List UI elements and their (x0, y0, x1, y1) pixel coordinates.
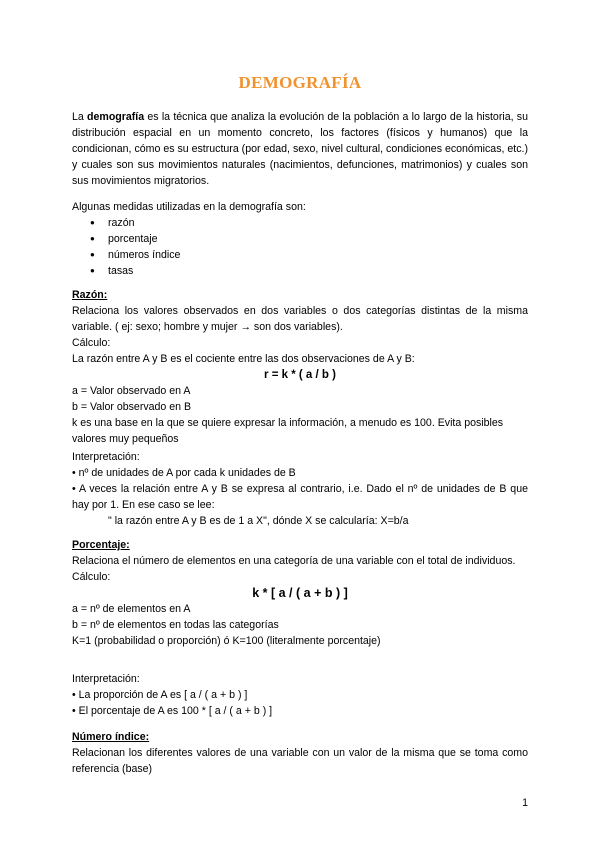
razon-formula: r = k * ( a / b ) (264, 369, 336, 381)
porcentaje-interp-2: • El porcentaje de A es 100 * [ a / ( a + b ) ] (72, 705, 273, 717)
list-item: ● porcentaje (72, 231, 528, 247)
porcentaje-interpretation (72, 671, 528, 719)
list-item: ● números índice (72, 247, 528, 263)
razon-def-k: k es una base en la que se quiere expresar la información, a menudo es 100. Evita posibles valores muy pequeños (72, 417, 504, 445)
measures-section (72, 199, 528, 279)
intro-rest: es la técnica que analiza la evolución de la población a lo largo de la historia, su distribución espacial en un momento concreto, los factores (físicos y humanos) que la condicionan, cómo es su estructura (por edad, sexo, nivel cultural, condiciones económicas, etc.) y cuales son sus movimientos naturales (nacimientos, defunciones, matrimonios) y cuales son sus movimientos migratorios. (72, 111, 528, 187)
razon-interp-1: • nº de unidades de A por cada k unidades de B (72, 467, 296, 479)
razon-section (72, 287, 528, 447)
porcentaje-def-k: K=1 (probabilidad o proporción) ó K=100 (literalmente porcentaje) (72, 635, 381, 647)
razon-heading: Razón: (72, 289, 108, 301)
porcentaje-interp-label: Interpretación: (72, 673, 140, 685)
intro-paragraph (72, 109, 528, 189)
indice-section (72, 729, 528, 777)
porcentaje-interp-1: • La proporción de A es [ a / ( a + b ) ] (72, 689, 248, 701)
razon-calc-label: Cálculo: (72, 337, 111, 349)
indice-heading: Número índice: (72, 731, 150, 743)
measures-intro: Algunas medidas utilizadas en la demografía son: (72, 201, 306, 213)
razon-interp-label: Interpretación: (72, 451, 140, 463)
porcentaje-calc-label: Cálculo: (72, 571, 111, 583)
measures-list (72, 215, 528, 279)
page-title: DEMOGRAFÍA (238, 73, 362, 92)
razon-description: Relaciona los valores observados en dos variables o dos categorías distintas de la misma variable. ( ej: sexo; hombre y mujer → son dos variables). (72, 305, 528, 333)
razon-interpretation (72, 449, 528, 529)
list-item: ● tasas (72, 263, 528, 279)
razon-def-b: b = Valor observado en B (72, 401, 192, 413)
indice-description: Relacionan los diferentes valores de una variable con un valor de la misma que se toma como referencia (base) (72, 747, 528, 775)
page-number: 1 (522, 797, 528, 809)
porcentaje-formula: k * [ a / ( a + b ) ] (252, 586, 348, 600)
porcentaje-def-a: a = nº de elementos en A (72, 603, 191, 615)
porcentaje-section (72, 537, 528, 649)
razon-interp-3: " la razón entre A y B es de 1 a X", dónde X se calcularía: X=b/a (108, 515, 409, 527)
razon-def-a: a = Valor observado en A (72, 385, 191, 397)
razon-calc-text: La razón entre A y B es el cociente entre las dos observaciones de A y B: (72, 353, 415, 365)
porcentaje-description: Relaciona el número de elementos en una categoría de una variable con el total de individuos. (72, 555, 516, 567)
porcentaje-def-b: b = nº de elementos en todas las categorías (72, 619, 279, 631)
intro-lead: La (72, 111, 88, 123)
porcentaje-heading: Porcentaje: (72, 539, 130, 551)
razon-interp-2: • A veces la relación entre A y B se expresa al contrario, i.e. Dado el nº de unidades de B que hay por 1. En ese caso se lee: (72, 483, 528, 511)
intro-bold-term: demografía (87, 111, 145, 123)
list-item: ● razón (72, 215, 528, 231)
